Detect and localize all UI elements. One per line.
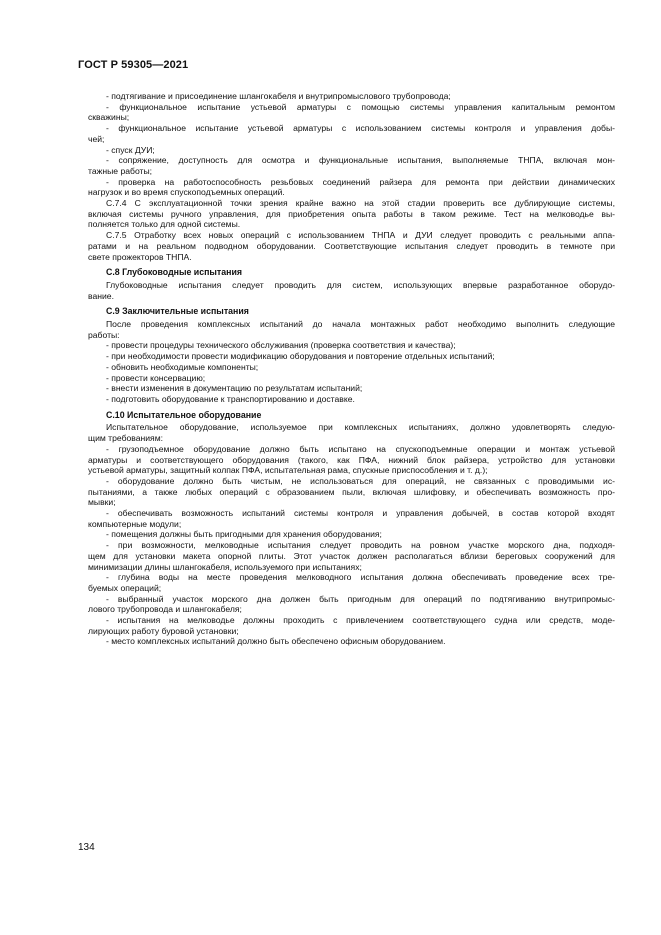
section-heading: С.10 Испытательное оборудование — [106, 409, 262, 420]
paragraph — [88, 529, 615, 540]
text-line: лирующих работу буровой установки; — [88, 625, 239, 636]
text-line: щим требованиям: — [88, 433, 164, 444]
text-line: - испытания на мелководье должны проходить с привлечением соответствующего судна или средств, моде- — [106, 615, 615, 626]
paragraph — [88, 123, 615, 144]
text-line: работы: — [88, 329, 120, 340]
text-line: ратами и на реальном подводном оборудовании. Соответствующие испытания следует проводить в темноте при — [88, 240, 615, 251]
text-line: компьютерные модули; — [88, 518, 182, 529]
document-body — [88, 91, 615, 647]
text-line: - подготовить оборудование к транспортированию и доставке. — [106, 393, 355, 404]
text-line: - при возможности, мелководные испытания следует проводить на ровном участке морского дна, подходя- — [106, 540, 615, 551]
text-line: После проведения комплексных испытаний до начала монтажных работ необходимо выполнить следующие — [106, 319, 615, 330]
paragraph — [88, 319, 615, 340]
text-line: мывки; — [88, 497, 116, 508]
text-line: минимизации длины шлангокабеля, используемого при испытаниях; — [88, 561, 362, 572]
text-line: - выбранный участок морского дна должен быть пригодным для операций по подтягиванию внутрипромыс- — [106, 593, 615, 604]
text-line: арматуры и соответствующего оборудования (такого, как ПФА, нижний блок райзера, устройство для установки — [88, 454, 615, 465]
text-line: С.7.5 Отработку всех новых операций с использованием ТНПА и ДУИ следует проводить с реальными аппа- — [106, 230, 615, 241]
text-line: буемых операций; — [88, 582, 162, 593]
text-line: - функциональное испытание устьевой арматуры с помощью системы управления капитальным ремонтом — [106, 101, 615, 112]
text-line: щем для установки макета опорной плиты. Этот участок должен располагаться вблизи береговых сооружений для — [88, 550, 615, 561]
text-line: - спуск ДУИ; — [106, 144, 155, 155]
text-line: - подтягивание и присоединение шлангокабеля и внутрипромыслового трубопровода; — [106, 91, 451, 101]
text-line: - обеспечивать возможность испытаний системы контроля и управления добычей, в состав которой входят — [106, 508, 615, 519]
paragraph — [88, 383, 615, 394]
text-line: - обновить необходимые компоненты; — [106, 361, 259, 372]
text-line: пытаниями, а также любых операций с образованием пыли, включая шлифовку, и обеспечивать возможность про- — [88, 486, 615, 497]
text-line: свете прожекторов ТНПА. — [88, 251, 192, 262]
paragraph — [88, 540, 615, 572]
paragraph — [88, 177, 615, 198]
section-heading: С.8 Глубоководные испытания — [106, 267, 242, 278]
paragraph — [88, 444, 615, 476]
document-code-header: ГОСТ Р 59305—2021 — [78, 59, 189, 71]
text-line: - оборудование должно быть чистым, не использоваться для операций, не связанных с проводимыми ис- — [106, 475, 615, 486]
text-line: включая системы ручного управления, для приобретения опыта работы в таком режиме. Тест на мелководье вы- — [88, 208, 615, 219]
paragraph — [88, 198, 615, 230]
paragraph — [88, 91, 615, 102]
text-line: - функциональное испытание устьевой арматуры с использованием системы контроля и управления добы- — [106, 123, 615, 134]
text-line: Глубоководные испытания следует проводить для систем, использующих впервые разработанное оборудо- — [106, 279, 615, 290]
text-line: скважины; — [88, 112, 130, 123]
text-line: - грузоподъемное оборудование должно быть испытано на спускоподъемные операции и монтаж устьевой — [106, 443, 615, 454]
text-line: С.7.4 С эксплуатационной точки зрения крайне важно на этой стадии проверить все дублирующие системы, — [106, 198, 615, 209]
section-heading: С.9 Заключительные испытания — [106, 306, 249, 317]
text-line: чей; — [88, 133, 105, 144]
text-line: полняется только для одной системы. — [88, 219, 241, 230]
paragraph — [88, 351, 615, 362]
paragraph — [88, 394, 615, 405]
paragraph — [88, 155, 615, 176]
text-line: - проверка на работоспособность резьбовых соединений райзера для ремонта при действии динамических — [106, 176, 615, 187]
paragraph — [88, 102, 615, 123]
paragraph — [88, 594, 615, 615]
paragraph — [88, 373, 615, 384]
text-line: устьевой арматуры, защитный колпак ПФА, испытательная рама, спускные приспособления и т. д.); — [88, 465, 488, 476]
paragraph — [88, 145, 615, 156]
text-line: - помещения должны быть пригодными для хранения оборудования; — [106, 529, 382, 540]
text-line: - внести изменения в документацию по результатам испытаний; — [106, 383, 363, 394]
paragraph — [88, 230, 615, 262]
text-line: тажные работы; — [88, 165, 153, 176]
paragraph — [88, 615, 615, 636]
text-line: - при необходимости провести модификацию оборудования и повторение отдельных испытаний; — [106, 351, 495, 362]
paragraph — [88, 362, 615, 373]
text-line: вание. — [88, 290, 114, 301]
text-line: - провести процедуры технического обслуживания (проверка соответствия и качества); — [106, 340, 456, 351]
paragraph — [88, 476, 615, 508]
text-line: лового трубопровода и шлангокабеля; — [88, 604, 242, 615]
paragraph — [88, 572, 615, 593]
text-line: - провести консервацию; — [106, 372, 206, 383]
paragraph — [88, 340, 615, 351]
text-line: нагрузок и во время спускоподъемных операций. — [88, 187, 285, 198]
text-line: Испытательное оборудование, используемое при комплексных испытаниях, должно удовлетворять следую- — [106, 422, 615, 433]
paragraph — [88, 280, 615, 301]
paragraph — [88, 422, 615, 443]
paragraph — [88, 508, 615, 529]
text-line: - сопряжение, доступность для осмотра и функциональные испытания, выполняемые ТНПА, включая мон- — [106, 155, 615, 166]
page-number: 134 — [78, 842, 95, 853]
text-line: - глубина воды на месте проведения мелководного испытания должна обеспечивать проведение всех тре- — [106, 572, 615, 583]
paragraph — [88, 636, 615, 647]
text-line: - место комплексных испытаний должно быть обеспечено офисным оборудованием. — [106, 636, 446, 647]
